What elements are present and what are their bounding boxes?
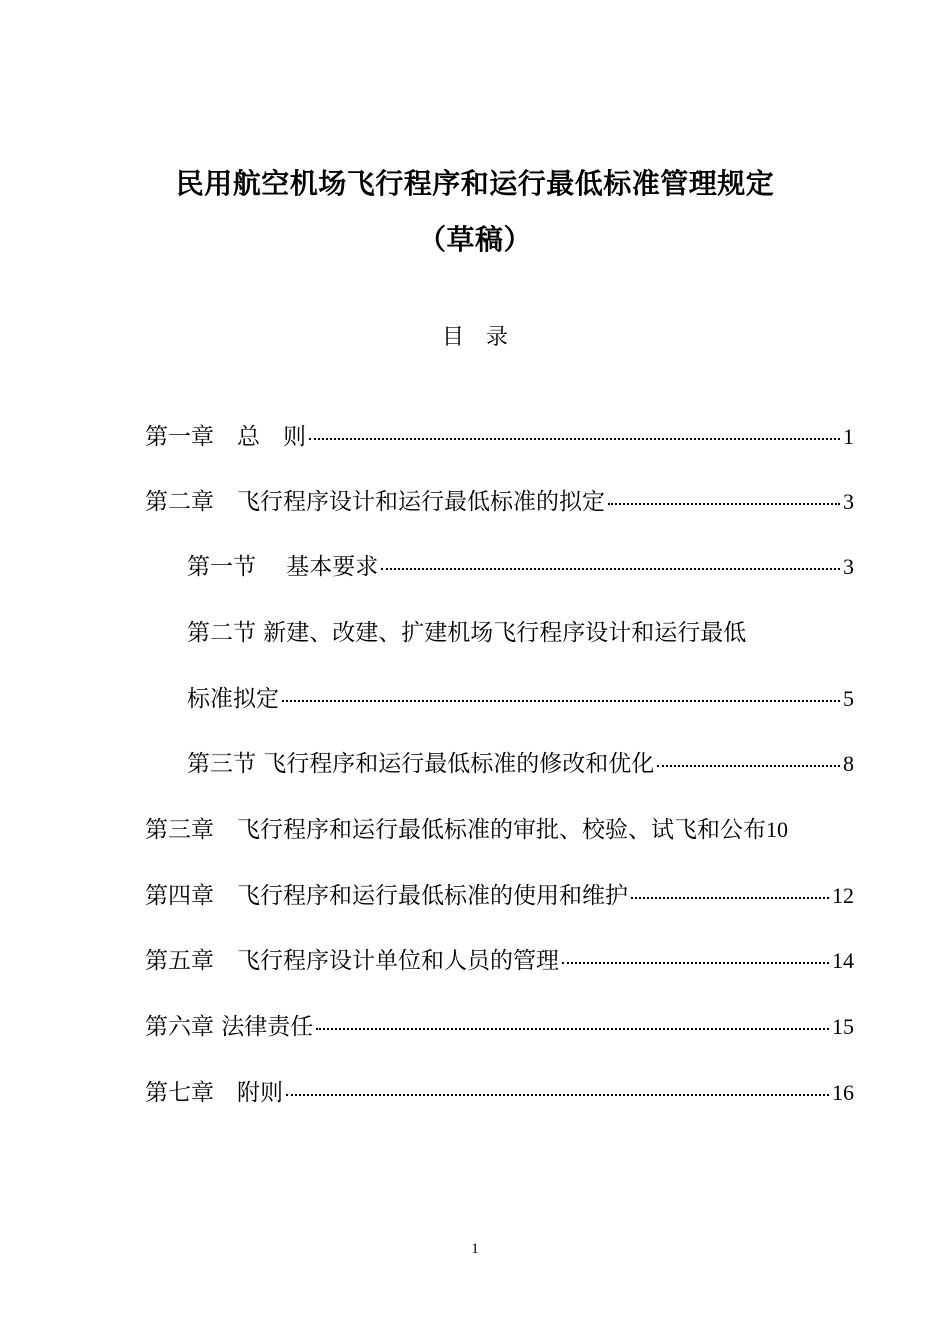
toc-entry-label: 第六章 法律责任 <box>145 1014 314 1040</box>
toc-dot-leader <box>309 438 840 440</box>
toc-entry-chapter-6[interactable] <box>145 1008 854 1041</box>
toc-entry-chapter-4[interactable] <box>145 877 854 910</box>
toc-dot-leader <box>316 1028 829 1030</box>
toc-entry-label: 第四章 飞行程序和运行最低标准的使用和维护 <box>145 883 628 909</box>
toc-entry-section-2-1[interactable] <box>187 548 854 581</box>
toc-entry-page: 15 <box>832 1014 854 1039</box>
page-number: 1 <box>471 1241 479 1257</box>
toc-entry-label: 第五章 飞行程序设计单位和人员的管理 <box>145 948 559 974</box>
toc-entry-page: 12 <box>832 883 854 908</box>
toc-dot-leader <box>562 962 829 964</box>
document-subtitle: （草稿） <box>417 223 532 256</box>
toc-dot-leader <box>286 1094 829 1096</box>
toc-entry-chapter-7[interactable] <box>145 1074 854 1107</box>
document-title: 民用航空机场飞行程序和运行最低标准管理规定 <box>175 167 775 200</box>
toc-entry-section-2-3[interactable] <box>187 745 854 778</box>
toc-heading: 目 录 <box>441 325 508 350</box>
toc-dot-leader <box>657 765 840 767</box>
toc-dot-leader <box>282 700 840 702</box>
toc-entry-chapter-3[interactable] <box>145 811 854 844</box>
toc-dot-leader <box>608 503 840 505</box>
toc-entry-label: 第三章 飞行程序和运行最低标准的审批、校验、试飞和公布 <box>145 817 766 843</box>
toc-entry-chapter-5[interactable] <box>145 942 854 975</box>
toc-entry-section-2-2-line1[interactable]: 第二节 新建、改建、扩建机场飞行程序设计和运行最低 <box>187 620 747 646</box>
toc-entry-page: 14 <box>832 948 854 973</box>
toc-entry-page: 5 <box>843 686 854 711</box>
toc-dot-leader <box>381 568 840 570</box>
toc-entry-section-2-2[interactable] <box>187 680 854 713</box>
toc-entry-label: 第七章 附则 <box>145 1080 283 1106</box>
toc-entry-page: 3 <box>843 554 854 579</box>
toc-entry-page: 10 <box>766 817 788 842</box>
toc-entry-page: 3 <box>843 489 854 514</box>
toc-entry-page: 1 <box>843 424 854 449</box>
toc-entry-chapter-1[interactable] <box>145 418 854 451</box>
toc-dot-leader <box>631 897 829 899</box>
toc-entry-label: 第二章 飞行程序设计和运行最低标准的拟定 <box>145 489 605 515</box>
toc-entry-page: 8 <box>843 751 854 776</box>
toc-entry-label: 第一章 总 则 <box>145 424 306 450</box>
toc-entry-label: 标准拟定 <box>187 686 279 712</box>
toc-entry-chapter-2[interactable] <box>145 483 854 516</box>
toc-entry-label: 第三节 飞行程序和运行最低标准的修改和优化 <box>187 751 655 777</box>
toc-entry-label: 第一节 基本要求 <box>187 554 379 580</box>
toc-entry-page: 16 <box>832 1080 854 1105</box>
